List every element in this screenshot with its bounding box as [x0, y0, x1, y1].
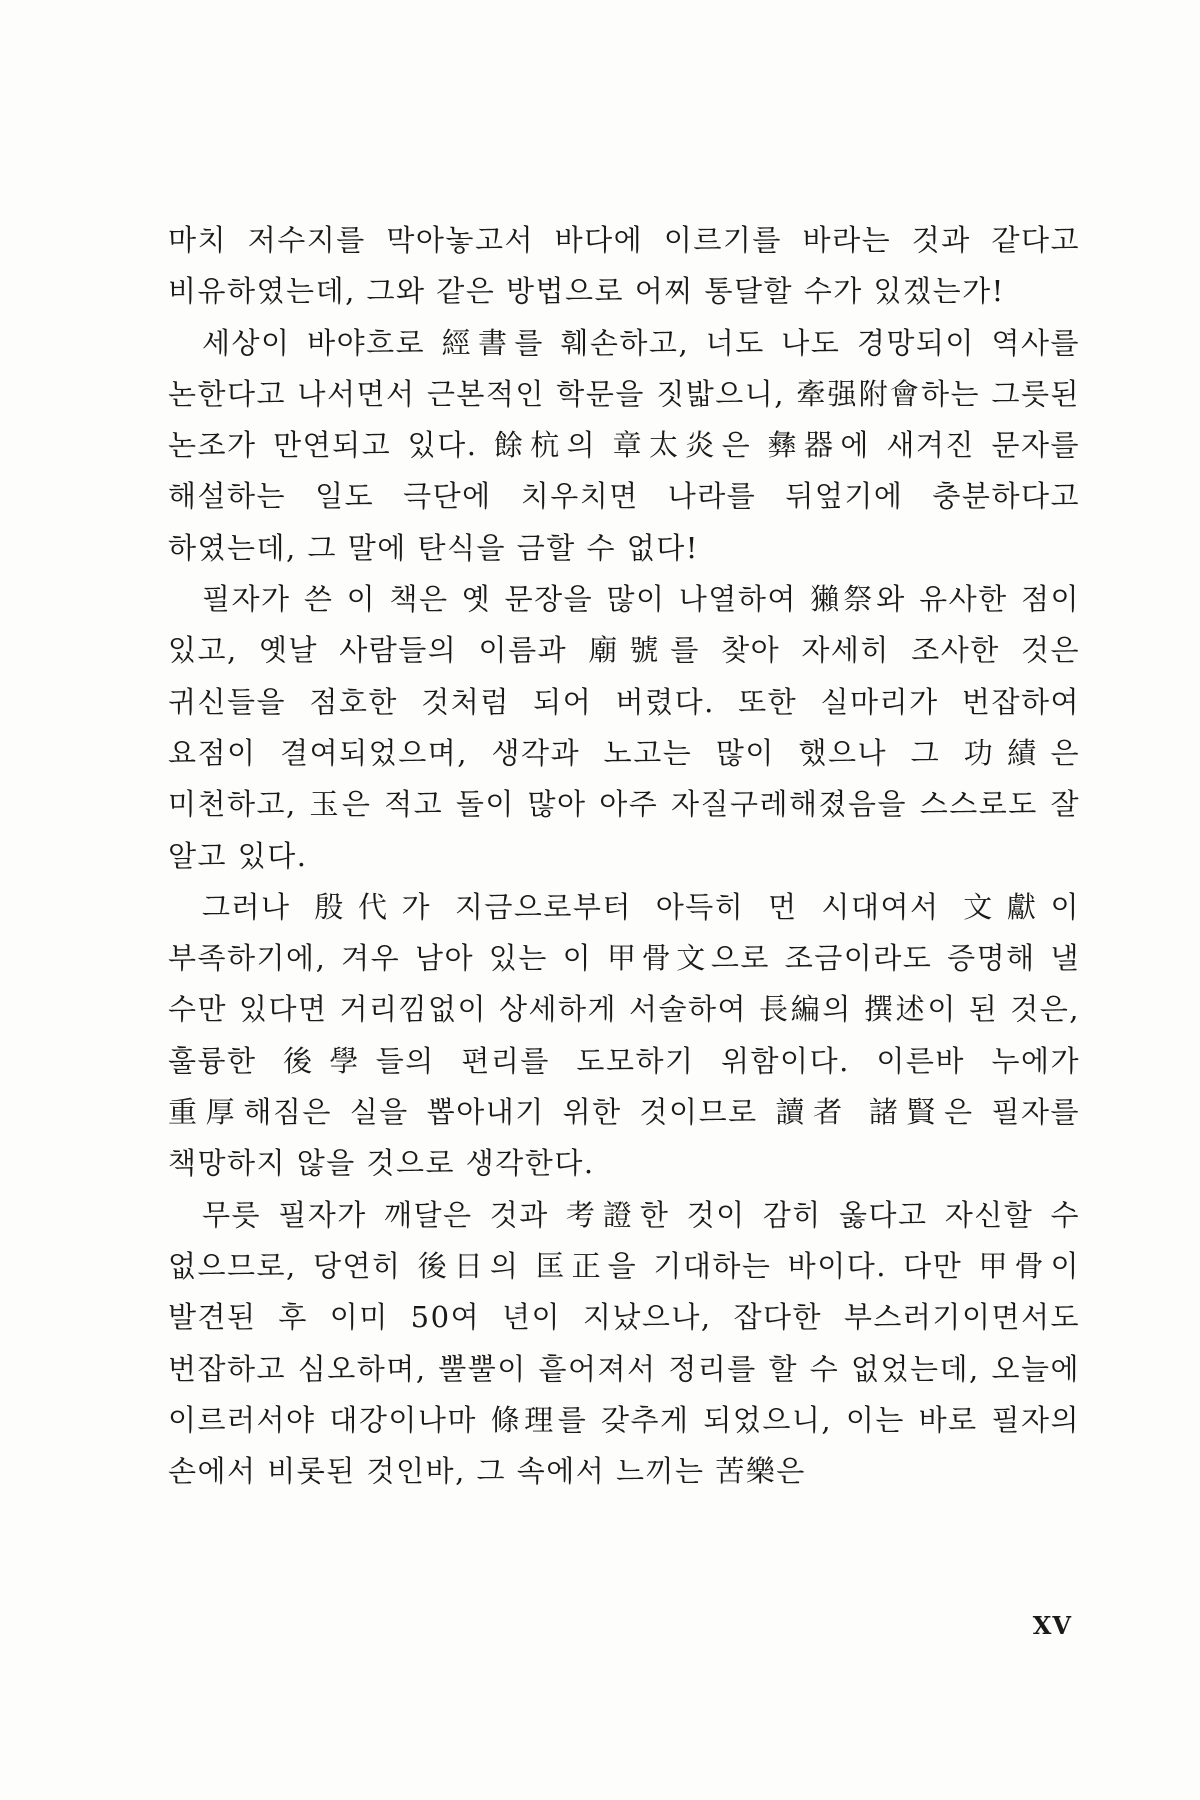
- body-text: [168, 215, 1080, 1497]
- paragraph-1: 마치 저수지를 막아놓고서 바다에 이르기를 바라는 것과 같다고 비유하였는데, 그와 같은 방법으로 어찌 통달할 수가 있겠는가!: [168, 223, 1080, 309]
- paragraph-4: 그러나 殷代가 지금으로부터 아득히 먼 시대여서 文獻이 부족하기에, 겨우 남아 있는 이 甲骨文으로 조금이라도 증명해 낼 수만 있다면 거리낌없이 상세하게 서술하여 長編의 撰述이 된 것은, 훌륭한 後學들의 편리를 도모하기 위함이다. 이른바 누에가 重厚해짐은 실을 뽑아내기 위한 것이므로 讀者 諸賢은 필자를 책망하지 않을 것으로 생각한다.: [168, 889, 1080, 1181]
- paragraph-3: 필자가 쓴 이 책은 옛 문장을 많이 나열하여 獺祭와 유사한 점이 있고, 옛날 사람들의 이름과 廟號를 찾아 자세히 조사한 것은 귀신들을 점호한 것처럼 되어 버렸다. 또한 실마리가 번잡하여 요점이 결여되었으며, 생각과 노고는 많이 했으나 그 功績은 미천하고, 玉은 적고 돌이 많아 아주 자질구레해졌음을 스스로도 잘 알고 있다.: [168, 582, 1080, 873]
- page-number: XV: [1032, 1611, 1072, 1640]
- paragraph-5: 무릇 필자가 깨달은 것과 考證한 것이 감히 옳다고 자신할 수 없으므로, 당연히 後日의 匡正을 기대하는 바이다. 다만 甲骨이 발견된 후 이미 50여 년이 지났으나, 잡다한 부스러기이면서도 번잡하고 심오하며, 뿔뿔이 흩어져서 정리를 할 수 없었는데, 오늘에 이르러서야 대강이나마 條理를 갖추게 되었으니, 이는 바로 필자의 손에서 비롯된 것인바, 그 속에서 느끼는 苦樂은: [168, 1197, 1080, 1489]
- paragraph-2: 세상이 바야흐로 經書를 훼손하고, 너도 나도 경망되이 역사를 논한다고 나서면서 근본적인 학문을 짓밟으니, 牽强附會하는 그릇된 논조가 만연되고 있다. 餘杭의 章太炎은 彝器에 새겨진 문자를 해설하는 일도 극단에 치우치면 나라를 뒤엎기에 충분하다고 하였는데, 그 말에 탄식을 금할 수 없다!: [168, 325, 1080, 565]
